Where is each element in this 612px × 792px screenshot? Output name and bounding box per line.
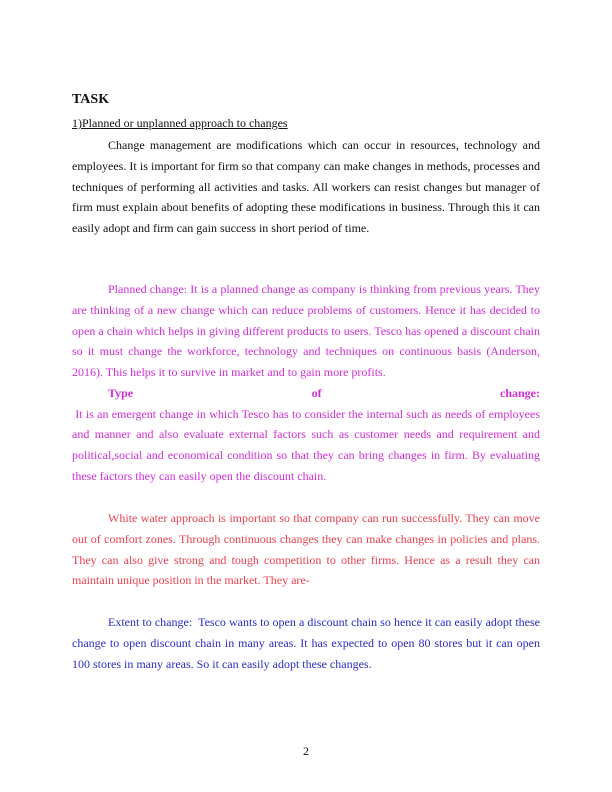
planned-change-block [72,279,543,487]
task-title: TASK [72,92,110,107]
type-word: Type [108,385,134,400]
intro-block [72,135,540,239]
extent-block [72,612,543,674]
page-number: 2 [303,744,309,758]
change-word: change: [500,385,540,400]
planned-change-paragraph: Planned change: It is a planned change as company is thinking from previous years. They are thinking of a new change which can reduce problems of customers. Hence it has decided to open a chain which helps in giving different products to users. Tesco has opened a discount chain so it must change the workforce, technology and techniques on continuous basis (Anderson, 2016). This helps it to survive in market and to gain more profits. [72,282,540,379]
extent-paragraph: Extent to change: Tesco wants to open a discount chain so hence it can easily adopt these change to open discount chain in many areas. It has expected to open 80 stores but it can open 100 stores in many areas. So it can easily adopt these changes. [72,615,543,671]
intro-paragraph: Change management are modifications which can occur in resources, technology and employees. It is important for firm so that company can make changes in methods, processes and techniques of performing all activities and tasks. All workers can resist changes but manager of firm must explain about benefits of adopting these modifications in business. Through this it can easily adopt and firm can gain success in short period of time. [72,138,540,235]
section-heading: 1)Planned or unplanned approach to changes [72,116,288,130]
of-word: of [311,385,322,400]
type-of-change-paragraph: It is an emergent change in which Tesco has to consider the internal such as needs of employees and manner and also evaluate external factors such as customer needs and requirement and political,social and economical condition so that they can bring changes in firm. By evaluating these factors they can easily open the discount chain. [72,406,543,483]
type-of-change-heading [72,383,540,404]
white-water-block [72,508,540,591]
white-water-paragraph: White water approach is important so that company can run successfully. They can move out of comfort zones. Through continuous changes they can make changes in policies and plans. They can also give strong and tough competition to other firms. Hence as a result they can maintain unique position in the market. They are- [72,511,540,588]
